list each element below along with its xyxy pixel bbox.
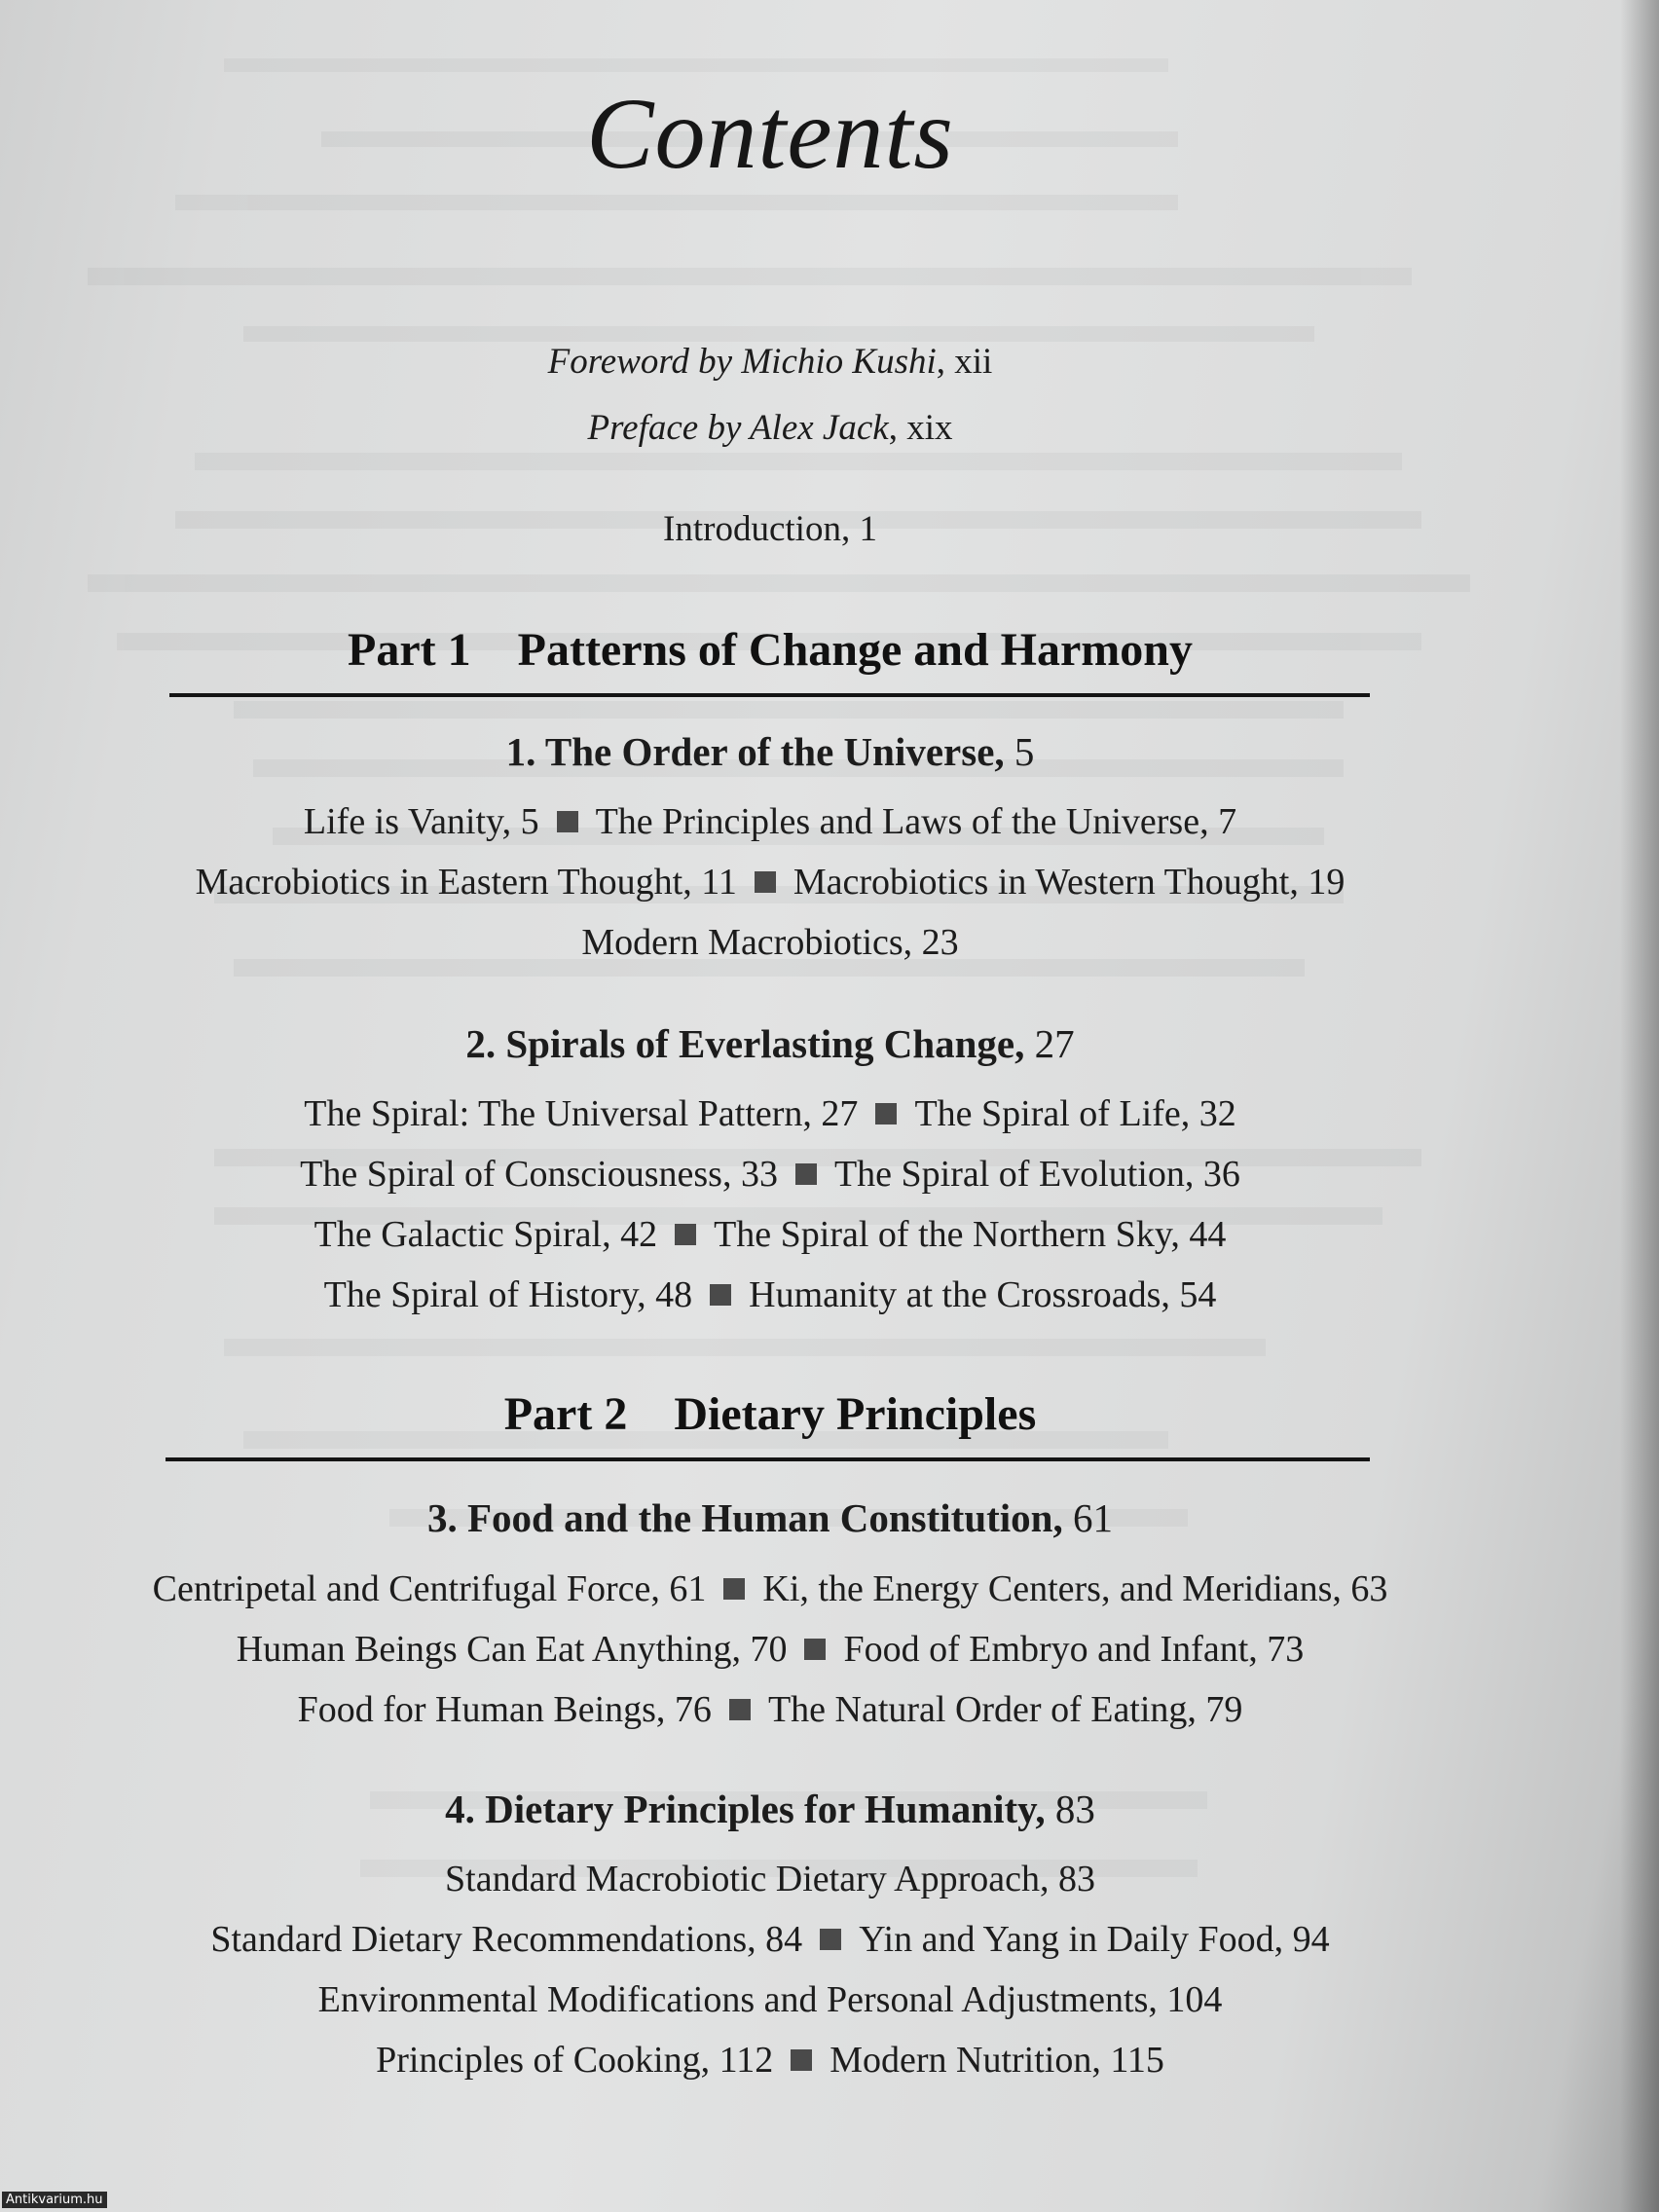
- chapter-4-page: 83: [1045, 1787, 1095, 1831]
- toc-line: [0, 1688, 1540, 1731]
- toc-entry[interactable]: The Galactic Spiral, 42: [313, 1214, 658, 1255]
- toc-entry[interactable]: Standard Macrobiotic Dietary Approach, 83: [445, 1859, 1095, 1899]
- toc-entry[interactable]: Ki, the Energy Centers, and Meridians, 63: [762, 1568, 1388, 1609]
- square-bullet-icon: [791, 2049, 812, 2071]
- toc-entry[interactable]: Modern Macrobiotics, 23: [581, 922, 959, 963]
- toc-line: [0, 1213, 1540, 1256]
- square-bullet-icon: [557, 811, 578, 832]
- toc-entry[interactable]: Macrobiotics in Western Thought, 19: [793, 862, 1346, 903]
- toc-entry[interactable]: The Spiral of Consciousness, 33: [300, 1154, 778, 1195]
- chapter-4-title: 4. Dietary Principles for Humanity,: [445, 1787, 1046, 1831]
- square-bullet-icon: [723, 1578, 745, 1600]
- chapter-1-title: 1. The Order of the Universe,: [505, 729, 1005, 774]
- toc-line: [0, 1092, 1540, 1135]
- chapter-2-heading[interactable]: [0, 1020, 1540, 1067]
- watermark: Antikvarium.hu: [2, 2192, 107, 2208]
- toc-entry[interactable]: Standard Dietary Recommendations, 84: [210, 1919, 803, 1960]
- toc-entry[interactable]: Human Beings Can Eat Anything, 70: [236, 1629, 788, 1670]
- square-bullet-icon: [795, 1163, 817, 1185]
- part-2-number: Part 2: [503, 1388, 628, 1440]
- toc-entry[interactable]: The Principles and Laws of the Universe, 7: [595, 801, 1237, 842]
- toc-entry[interactable]: Food for Human Beings, 76: [297, 1689, 712, 1730]
- page-title: Contents: [586, 78, 954, 190]
- square-bullet-icon: [875, 1103, 897, 1124]
- toc-entry[interactable]: The Spiral: The Universal Pattern, 27: [304, 1093, 859, 1134]
- chapter-2-page: 27: [1024, 1021, 1075, 1066]
- toc-line: [0, 800, 1540, 843]
- toc-line: [0, 1567, 1540, 1610]
- toc-line: [0, 861, 1540, 903]
- preface-page: , xix: [888, 408, 953, 448]
- foreword-label: Foreword by Michio Kushi: [547, 342, 937, 382]
- chapter-1-page: 5: [1004, 729, 1035, 774]
- square-bullet-icon: [820, 1929, 841, 1950]
- square-bullet-icon: [755, 871, 776, 893]
- toc-entry[interactable]: Principles of Cooking, 112: [376, 2040, 774, 2081]
- chapter-1-heading[interactable]: [0, 728, 1540, 775]
- square-bullet-icon: [804, 1639, 826, 1660]
- part-2-rule: [166, 1457, 1370, 1461]
- toc-line: [0, 2039, 1540, 2082]
- toc-entry[interactable]: The Spiral of History, 48: [323, 1274, 693, 1315]
- toc-line: [0, 1153, 1540, 1196]
- toc-entry[interactable]: The Natural Order of Eating, 79: [767, 1689, 1243, 1730]
- part-1-rule: [169, 693, 1370, 697]
- part-1-number: Part 1: [348, 624, 471, 676]
- toc-entry[interactable]: Food of Embryo and Infant, 73: [843, 1629, 1305, 1670]
- part-1-heading: [0, 623, 1540, 677]
- toc-entry[interactable]: Centripetal and Centrifugal Force, 61: [152, 1568, 707, 1609]
- part-2-title: Dietary Principles: [674, 1388, 1037, 1440]
- preface-label: Preface by Alex Jack: [587, 408, 889, 448]
- toc-line: [0, 1978, 1540, 2021]
- foreword-entry[interactable]: [0, 341, 1540, 383]
- square-bullet-icon: [675, 1224, 696, 1245]
- toc-line: [0, 1628, 1540, 1671]
- part-2-heading: [0, 1387, 1540, 1441]
- foreword-page: , xii: [936, 342, 993, 382]
- toc-entry[interactable]: Environmental Modifications and Personal Adjustments, 104: [317, 1979, 1223, 2020]
- toc-line: [0, 921, 1540, 964]
- square-bullet-icon: [729, 1699, 751, 1720]
- toc-entry[interactable]: Modern Nutrition, 115: [830, 2040, 1164, 2081]
- chapter-3-heading[interactable]: [0, 1494, 1540, 1541]
- toc-entry[interactable]: Macrobiotics in Eastern Thought, 11: [195, 862, 737, 903]
- toc-line: [0, 1273, 1540, 1316]
- chapter-2-title: 2. Spirals of Everlasting Change,: [465, 1021, 1025, 1066]
- toc-entry[interactable]: The Spiral of Life, 32: [914, 1093, 1236, 1134]
- square-bullet-icon: [710, 1284, 731, 1306]
- toc-line: [0, 1858, 1540, 1900]
- introduction-entry[interactable]: Introduction, 1: [663, 509, 877, 549]
- chapter-3-title: 3. Food and the Human Constitution,: [427, 1495, 1063, 1540]
- chapter-4-heading[interactable]: [0, 1786, 1540, 1832]
- toc-line: [0, 1918, 1540, 1961]
- toc-entry[interactable]: The Spiral of Evolution, 36: [833, 1154, 1240, 1195]
- toc-entry[interactable]: Life is Vanity, 5: [303, 801, 539, 842]
- chapter-3-page: 61: [1062, 1495, 1113, 1540]
- toc-entry[interactable]: Yin and Yang in Daily Food, 94: [859, 1919, 1330, 1960]
- toc-entry[interactable]: Humanity at the Crossroads, 54: [749, 1274, 1217, 1315]
- page-edge-shadow: [1620, 0, 1659, 2212]
- part-1-title: Patterns of Change and Harmony: [517, 624, 1193, 676]
- toc-entry[interactable]: The Spiral of the Northern Sky, 44: [714, 1214, 1227, 1255]
- preface-entry[interactable]: [0, 407, 1540, 449]
